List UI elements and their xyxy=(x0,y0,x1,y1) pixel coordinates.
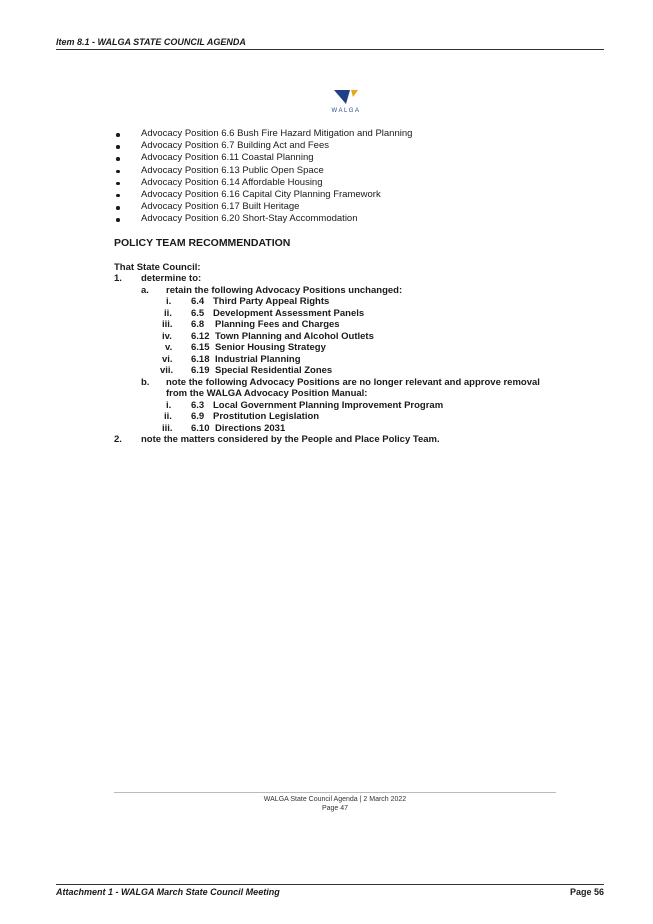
item-text: Special Residential Zones xyxy=(215,365,333,376)
item-number: a. xyxy=(141,285,149,296)
item-text: Town Planning and Alcohol Outlets xyxy=(215,330,374,342)
item-code: 6.19 xyxy=(191,365,210,376)
bottom-bar xyxy=(56,884,604,897)
logo-text: WALGA xyxy=(331,108,361,114)
item-text: Directions 2031 xyxy=(215,422,286,434)
item-text: Third Party Appeal Rights xyxy=(213,296,330,307)
item-number: vi. xyxy=(162,353,173,365)
attachment-label: Attachment 1 - WALGA March State Council Meeting xyxy=(56,887,280,897)
item-text: determine to: xyxy=(141,273,202,284)
item-number: b. xyxy=(141,376,150,388)
item-text: Industrial Planning xyxy=(215,353,301,365)
list-item: Advocacy Position 6.7 Building Act and Fees xyxy=(114,140,412,152)
item-number: iii. xyxy=(162,422,173,434)
item-text: retain the following Advocacy Positions unchanged: xyxy=(166,285,403,296)
item-code: 6.5 xyxy=(191,307,205,319)
footer-divider xyxy=(114,792,556,793)
list-item: Advocacy Position 6.13 Public Open Space xyxy=(114,165,412,177)
item-code: 6.10 xyxy=(191,422,210,434)
item-code: 6.9 xyxy=(191,411,205,422)
item-number: ii. xyxy=(164,307,172,319)
item-text: Planning Fees and Charges xyxy=(215,319,340,330)
page-header: Item 8.1 - WALGA STATE COUNCIL AGENDA xyxy=(56,37,604,50)
section-heading: POLICY TEAM RECOMMENDATION xyxy=(114,237,291,249)
item-text: Local Government Planning Improvement Program xyxy=(213,399,444,411)
item-number: 2. xyxy=(114,434,122,445)
item-code: 6.4 xyxy=(191,296,205,307)
list-item: Advocacy Position 6.11 Coastal Planning xyxy=(114,152,412,164)
list-item: Advocacy Position 6.16 Capital City Planning Framework xyxy=(114,189,412,201)
item-code: 6.18 xyxy=(191,353,210,365)
item-text: note the following Advocacy Positions are no longer relevant and approve removal xyxy=(166,376,540,388)
item-code: 6.15 xyxy=(191,342,210,353)
item-number: iv. xyxy=(162,330,172,342)
item-number: vii. xyxy=(160,365,174,376)
footer-page-number: Page 47 xyxy=(321,805,349,812)
bottom-page-number: Page 56 xyxy=(569,887,604,897)
item-text: from the WALGA Advocacy Position Manual: xyxy=(166,388,368,399)
item-text: note the matters considered by the People and Place Policy Team. xyxy=(141,434,440,445)
item-number: 1. xyxy=(114,273,122,284)
advocacy-position-list xyxy=(114,128,412,226)
item-code: 6.12 xyxy=(191,330,210,342)
list-item: Advocacy Position 6.20 Short-Stay Accommodation xyxy=(114,213,412,225)
walga-logo xyxy=(326,90,366,114)
footer-title: WALGA State Council Agenda | 2 March 2022 xyxy=(263,796,407,803)
item-text: Senior Housing Strategy xyxy=(215,342,326,353)
item-code: 6.3 xyxy=(191,399,205,411)
walga-logo-icon xyxy=(334,90,358,106)
item-number: ii. xyxy=(164,411,172,422)
intro-text: That State Council: xyxy=(114,262,201,273)
item-number: i. xyxy=(166,296,172,307)
page-footer xyxy=(114,795,556,813)
list-item: Advocacy Position 6.17 Built Heritage xyxy=(114,201,412,213)
item-text: Development Assessment Panels xyxy=(213,307,365,319)
item-text: Prostitution Legislation xyxy=(213,411,320,422)
item-number: iii. xyxy=(162,319,173,330)
list-item: Advocacy Position 6.14 Affordable Housing xyxy=(114,177,412,189)
item-number: v. xyxy=(165,342,173,353)
item-number: i. xyxy=(166,399,172,411)
list-item: Advocacy Position 6.6 Bush Fire Hazard Mitigation and Planning xyxy=(114,128,412,140)
item-code: 6.8 xyxy=(191,319,205,330)
